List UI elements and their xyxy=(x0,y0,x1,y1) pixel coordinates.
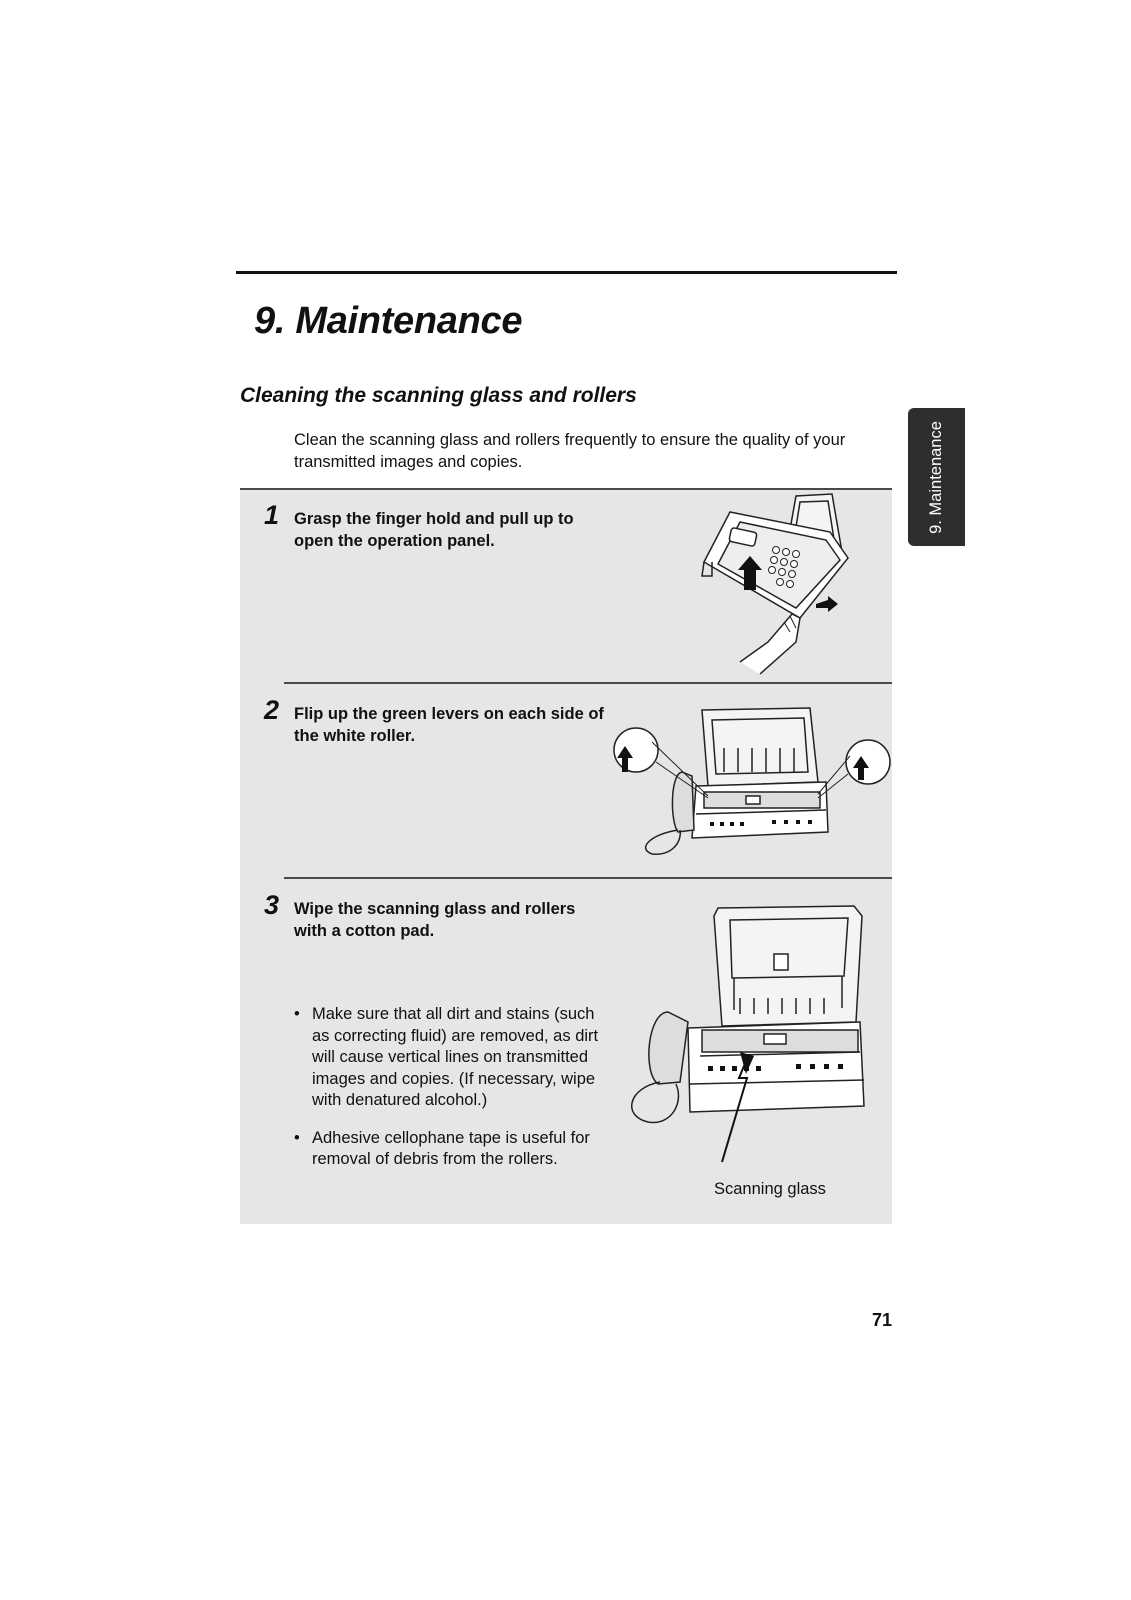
scanning-glass-caption: Scanning glass xyxy=(714,1180,826,1198)
step-1-number: 1 xyxy=(264,500,280,530)
step-1-text: Grasp the finger hold and pull up to open the operation panel. xyxy=(294,510,574,550)
step-2-number: 2 xyxy=(264,695,280,725)
bullet-text: Adhesive cellophane tape is useful for removal of debris from the rollers. xyxy=(312,1128,590,1168)
list-item xyxy=(294,1004,614,1112)
intro-paragraph: Clean the scanning glass and rollers frequently to ensure the quality of your transmitted images and copies. xyxy=(294,431,846,471)
bullet-glyph: • xyxy=(294,1128,300,1147)
page-number: 71 xyxy=(872,1310,893,1330)
step-2-text: Flip up the green levers on each side of the white roller. xyxy=(294,705,604,745)
step-divider xyxy=(284,877,892,879)
fax-levers-illustration xyxy=(612,702,896,860)
step-divider xyxy=(284,682,892,684)
list-item xyxy=(294,1128,614,1171)
fax-scanning-glass-illustration xyxy=(628,902,888,1192)
step-3-text: Wipe the scanning glass and rollers with a cotton pad. xyxy=(294,900,576,940)
chapter-title: 9. Maintenance xyxy=(254,300,523,342)
top-rule xyxy=(236,271,897,274)
bullet-text: Make sure that all dirt and stains (such as correcting fluid) are removed, as dirt will cause vertical lines on transmitted images and copies. (If necessary, wipe with denatured alcohol.) xyxy=(312,1005,599,1109)
step-3-number: 3 xyxy=(264,890,280,920)
chapter-side-tab-label: 9. Maintenance xyxy=(927,420,946,534)
chapter-side-tab xyxy=(908,408,965,546)
fax-open-panel-illustration xyxy=(700,492,860,682)
section-title: Cleaning the scanning glass and rollers xyxy=(240,384,637,407)
bullet-glyph: • xyxy=(294,1005,300,1023)
cleaning-tips-list xyxy=(294,1004,614,1187)
